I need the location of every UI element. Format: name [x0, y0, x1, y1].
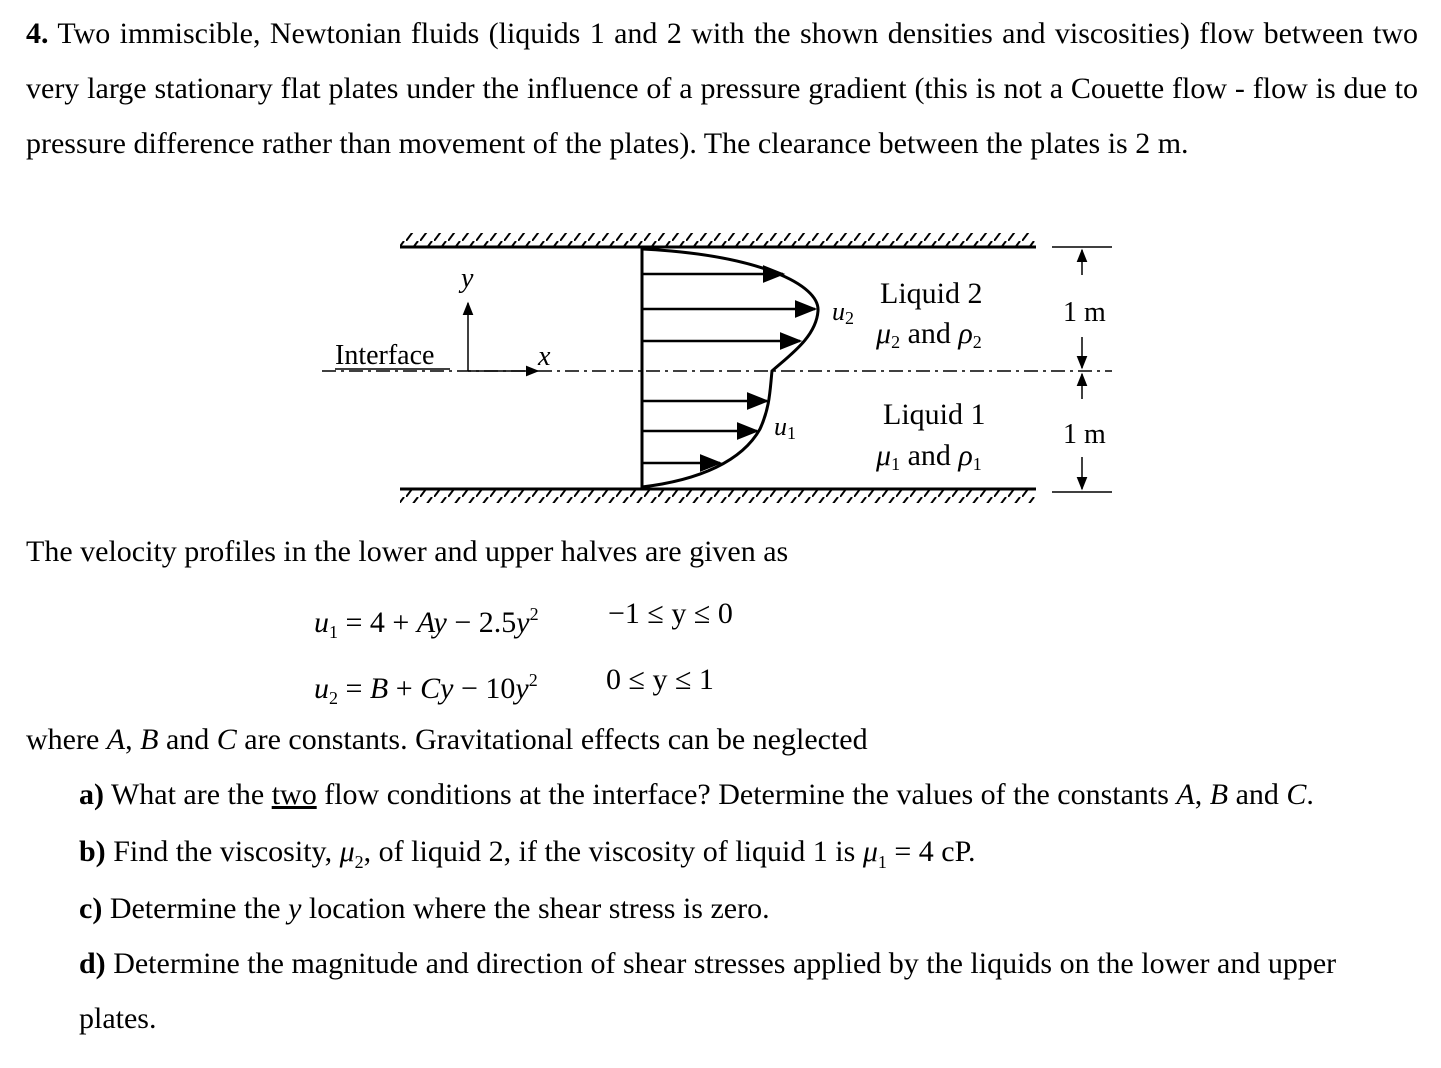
u1-label: u1	[774, 412, 796, 443]
part-b: b) Find the viscosity, $\mu_2$, of liquid 2, if the viscosity of liquid 1 is $\mu_1 = 4$ cP.	[79, 835, 976, 872]
dim-upper-label: 1 m	[1063, 297, 1106, 328]
lower-plate	[400, 489, 1036, 503]
y-axis-label: y	[461, 263, 474, 294]
part-d-continued: plates.	[79, 1002, 157, 1035]
where-line: where A, B and C are constants. Gravitational effects can be neglected	[26, 723, 868, 756]
liquid1-title: Liquid 1	[883, 398, 986, 431]
liquid2-props: μ2 and ρ2	[876, 317, 982, 352]
problem-number: 4.	[26, 17, 49, 50]
part-d: d) Determine the magnitude and direction of shear stresses applied by the liquids on the lower and upper	[79, 947, 1337, 980]
equation-u2-range: 0 ≤ y ≤ 1	[606, 663, 714, 696]
liquid2-title: Liquid 2	[880, 277, 983, 310]
interface-label: Interface	[335, 340, 435, 371]
profiles-intro: The velocity profiles in the lower and upper halves are given as	[26, 535, 789, 568]
liquid1-props: μ1 and ρ1	[876, 439, 982, 474]
equation-u2: $u_2 = B + Cy - 10y^2$	[314, 670, 538, 708]
part-c: c) Determine the y location where the shear stress is zero.	[79, 892, 770, 925]
axes	[468, 303, 538, 371]
dimension-markers	[1052, 247, 1112, 492]
problem-intro	[26, 6, 1418, 171]
velocity-profile-curve	[642, 249, 818, 487]
problem-text: Two immiscible, Newtonian fluids (liquids 1 and 2 with the shown densities and viscosities) flow between two very large stationary flat plates under the influence of a pressure gradient (this is not a Couette flow - flow is due to pressure difference rather than movement of the plates). The clearance between the plates is 2 m.	[26, 17, 1418, 160]
dim-lower-label: 1 m	[1063, 419, 1106, 450]
equation-u1-range: −1 ≤ y ≤ 0	[608, 597, 733, 630]
upper-plate	[400, 233, 1036, 247]
x-axis-label: x	[538, 341, 551, 372]
equation-u1: $u_1 = 4 + Ay - 2.5y^2$	[314, 604, 539, 642]
u2-label: u2	[832, 297, 854, 328]
part-a: a) What are the two flow conditions at the interface? Determine the values of the constants A, B and C.	[79, 778, 1314, 811]
flow-diagram	[0, 225, 1441, 535]
